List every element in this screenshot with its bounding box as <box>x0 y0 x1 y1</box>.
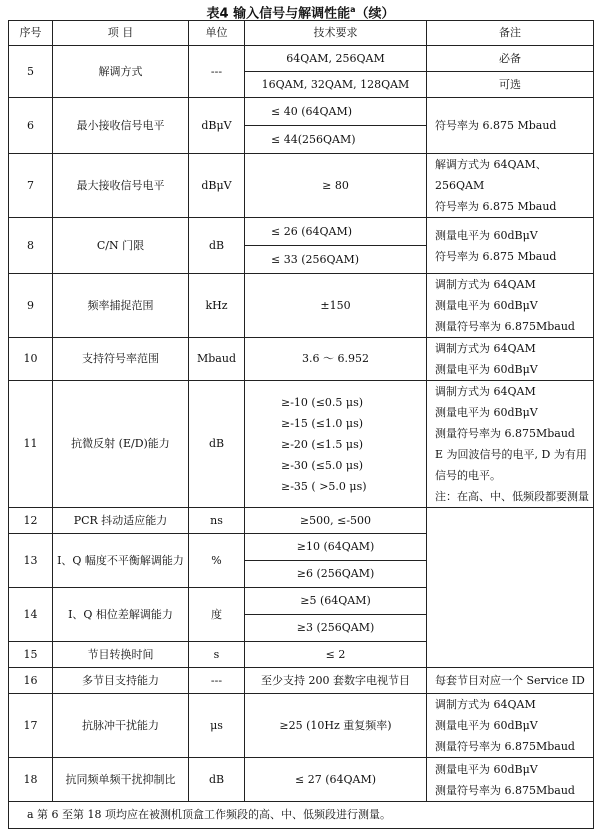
row-unit: μs <box>189 694 245 758</box>
header-requirement: 技术要求 <box>245 21 427 46</box>
performance-table <box>8 20 594 829</box>
row-note: 解调方式为 64QAM、256QAM 符号率为 6.875 Mbaud <box>427 154 594 218</box>
row-no: 14 <box>9 588 53 642</box>
row-note: 可选 <box>427 72 594 98</box>
row-requirement: ≤ 27 (64QAM) <box>245 758 427 802</box>
row-no: 11 <box>9 381 53 508</box>
row-item: PCR 抖动适应能力 <box>53 508 189 534</box>
row-requirement: ≤ 26 (64QAM) <box>245 218 427 246</box>
row-item: 最小接收信号电平 <box>53 98 189 154</box>
footnote: a 第 6 至第 18 项均应在被测机顶盒工作频段的高、中、低频段进行测量。 <box>9 802 594 829</box>
row-unit: --- <box>189 668 245 694</box>
row-note: 调制方式为 64QAM 测量电平为 60dBμV 测量符号率为 6.875Mbaud <box>427 694 594 758</box>
row-requirement: ≥500, ≤-500 <box>245 508 427 534</box>
header-item: 项 目 <box>53 21 189 46</box>
row-unit: ns <box>189 508 245 534</box>
row-item: I、Q 幅度不平衡解调能力 <box>53 534 189 588</box>
row-no: 5 <box>9 46 53 98</box>
row-note: 测量电平为 60dBμV 符号率为 6.875 Mbaud <box>427 218 594 274</box>
row-no: 18 <box>9 758 53 802</box>
row-item: C/N 门限 <box>53 218 189 274</box>
table-row <box>9 274 594 338</box>
row-unit: --- <box>189 46 245 98</box>
row-no: 17 <box>9 694 53 758</box>
row-no: 10 <box>9 338 53 381</box>
row-note: 调制方式为 64QAM 测量电平为 60dBμV <box>427 338 594 381</box>
row-no: 9 <box>9 274 53 338</box>
row-unit: kHz <box>189 274 245 338</box>
row-no: 6 <box>9 98 53 154</box>
table-row <box>9 694 594 758</box>
row-no: 8 <box>9 218 53 274</box>
row-unit: s <box>189 642 245 668</box>
row-no: 13 <box>9 534 53 588</box>
row-requirement: ≤ 44(256QAM) <box>245 126 427 154</box>
row-unit: Mbaud <box>189 338 245 381</box>
row-requirement: ≥25 (10Hz 重复频率) <box>245 694 427 758</box>
row-requirement: 3.6 ～ 6.952 <box>245 338 427 381</box>
row-unit: dB <box>189 218 245 274</box>
row-item: 解调方式 <box>53 46 189 98</box>
row-item: 节目转换时间 <box>53 642 189 668</box>
row-item: 抗脉冲干扰能力 <box>53 694 189 758</box>
row-item: 多节目支持能力 <box>53 668 189 694</box>
row-requirement: 16QAM, 32QAM, 128QAM <box>245 72 427 98</box>
header-unit: 单位 <box>189 21 245 46</box>
table-row <box>9 758 594 802</box>
row-requirement: 64QAM, 256QAM <box>245 46 427 72</box>
row-unit: dBμV <box>189 98 245 154</box>
row-no: 12 <box>9 508 53 534</box>
row-requirement: ≤ 2 <box>245 642 427 668</box>
header-row <box>9 21 594 46</box>
row-note: 调制方式为 64QAM 测量电平为 60dBμV 测量符号率为 6.875Mbaud E 为回波信号的电平, D 为有用 信号的电平。 注：在高、中、低频段都要测量 <box>427 381 594 508</box>
header-note: 备注 <box>427 21 594 46</box>
row-requirement: ≤ 40 (64QAM) <box>245 98 427 126</box>
row-item: 支持符号率范围 <box>53 338 189 381</box>
row-requirement: ±150 <box>245 274 427 338</box>
table-title: 表4 输入信号与解调性能$^a$（续） <box>206 5 395 22</box>
row-requirement: ≥10 (64QAM) <box>245 534 427 561</box>
row-requirement: ≥-10 (≤0.5 μs) ≥-15 (≤1.0 μs) ≥-20 (≤1.5 μs) ≥-30 (≤5.0 μs) ≥-35 ( >5.0 μs) <box>245 381 427 508</box>
table-row <box>9 668 594 694</box>
row-requirement: 至少支持 200 套数字电视节目 <box>245 668 427 694</box>
row-unit: dB <box>189 758 245 802</box>
row-note: 每套节目对应一个 Service ID <box>427 668 594 694</box>
row-no: 7 <box>9 154 53 218</box>
row-item: 频率捕捉范围 <box>53 274 189 338</box>
row-item: 抗微反射 (E/D)能力 <box>53 381 189 508</box>
row-note: 测量电平为 60dBμV 测量符号率为 6.875Mbaud <box>427 758 594 802</box>
header-no: 序号 <box>9 21 53 46</box>
table-row <box>9 154 594 218</box>
table-row <box>9 46 594 72</box>
table-row <box>9 338 594 381</box>
row-note-merged <box>427 508 594 668</box>
table-row <box>9 218 594 246</box>
row-requirement: ≤ 33 (256QAM) <box>245 246 427 274</box>
row-requirement: ≥ 80 <box>245 154 427 218</box>
row-no: 16 <box>9 668 53 694</box>
row-requirement: ≥5 (64QAM) <box>245 588 427 615</box>
row-unit: dB <box>189 381 245 508</box>
table-row <box>9 381 594 508</box>
footnote-row <box>9 802 594 829</box>
row-item: 抗同频单频干扰抑制比 <box>53 758 189 802</box>
row-unit: % <box>189 534 245 588</box>
row-unit: dBμV <box>189 154 245 218</box>
row-unit: 度 <box>189 588 245 642</box>
table-row <box>9 508 594 534</box>
row-note: 调制方式为 64QAM 测量电平为 60dBμV 测量符号率为 6.875Mbaud <box>427 274 594 338</box>
row-note: 必备 <box>427 46 594 72</box>
row-item: I、Q 相位差解调能力 <box>53 588 189 642</box>
table-row <box>9 98 594 126</box>
row-note: 符号率为 6.875 Mbaud <box>427 98 594 154</box>
row-item: 最大接收信号电平 <box>53 154 189 218</box>
row-no: 15 <box>9 642 53 668</box>
row-requirement: ≥3 (256QAM) <box>245 615 427 642</box>
row-requirement: ≥6 (256QAM) <box>245 561 427 588</box>
